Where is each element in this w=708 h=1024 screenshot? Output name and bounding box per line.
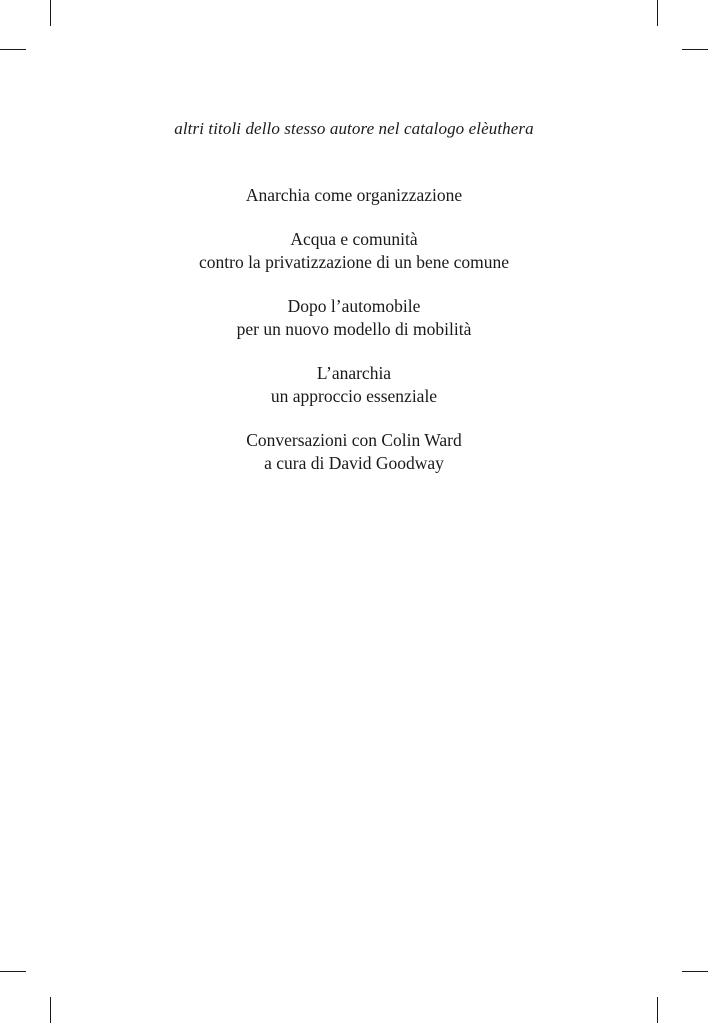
crop-mark-bottom-right-vertical (657, 997, 658, 1023)
book-title: L’anarchia (316, 363, 392, 383)
book-title: Acqua e comunità (290, 229, 418, 249)
titles-list (0, 184, 708, 496)
crop-mark-bottom-right-horizontal (682, 971, 708, 972)
crop-mark-bottom-left-horizontal (0, 971, 26, 972)
title-entry (0, 184, 708, 207)
book-subtitle: un approccio essenziale (270, 386, 438, 406)
title-entry (0, 429, 708, 475)
book-subtitle: a cura di David Goodway (264, 453, 444, 473)
book-title: Anarchia come organizzazione (245, 185, 463, 205)
catalog-heading: altri titoli dello stesso autore nel catalogo elèuthera (174, 119, 534, 138)
book-title: Dopo l’automobile (287, 296, 421, 316)
title-entry (0, 362, 708, 408)
crop-mark-top-right-vertical (657, 0, 658, 26)
book-subtitle: contro la privatizzazione di un bene comune (198, 252, 509, 272)
book-title: Conversazioni con Colin Ward (246, 430, 462, 450)
book-subtitle: per un nuovo modello di mobilità (236, 319, 472, 339)
crop-mark-top-right-horizontal (682, 49, 708, 50)
title-entry (0, 228, 708, 274)
title-entry (0, 295, 708, 341)
crop-mark-top-left-horizontal (0, 49, 26, 50)
crop-mark-top-left-vertical (50, 0, 51, 26)
crop-mark-bottom-left-vertical (50, 997, 51, 1023)
